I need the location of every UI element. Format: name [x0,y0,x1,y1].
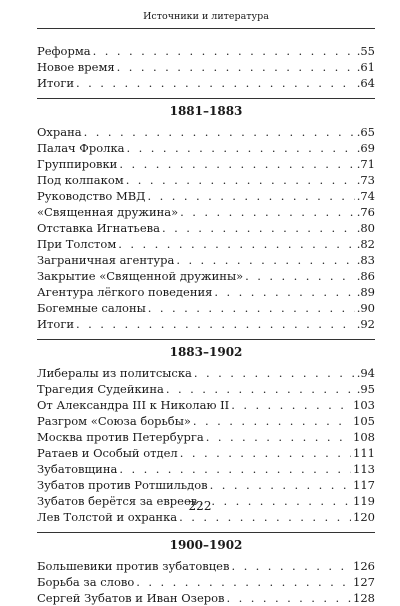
dot-leader [148,300,355,316]
dot-leader [194,365,355,381]
dot-leader [117,59,355,75]
toc-entry-page: 111 [353,446,375,460]
toc-entry-page: .61 [356,60,375,74]
section-divider [37,532,375,533]
toc-entry-page: 119 [353,494,375,508]
dot-leader [227,590,352,606]
section-heading: 1881–1883 [169,104,243,118]
toc-entry [37,172,375,188]
section-heading: 1900–1902 [169,538,243,552]
toc-entry-title: Отставка Игнатьева [37,221,160,235]
toc-entry-page: .80 [356,221,375,235]
dot-leader [126,172,355,188]
page-number: 222 [188,499,212,513]
toc-entry-title: Агентура лёгкого поведения [37,285,213,299]
toc-entry-title: Заграничная агентура [37,253,175,267]
dot-leader [136,574,351,590]
dot-leader [166,381,355,397]
toc-entry-title: Либералы из политсыска [37,366,192,380]
toc-entry-page: .90 [356,301,375,315]
dot-leader [84,124,355,140]
toc-entry [37,188,375,204]
dot-leader [193,413,351,429]
toc-entry-title: Ратаев и Особый отдел [37,446,178,460]
section-divider [37,339,375,340]
dot-leader [127,140,355,156]
toc-entry-title: Трагедия Судейкина [37,382,164,396]
toc-entry-page: .64 [356,76,375,90]
toc-entry-title: Москва против Петербурга [37,430,204,444]
toc-entry [37,445,375,461]
toc-entry [37,413,375,429]
toc-entry [37,461,375,477]
toc-entry [37,59,375,75]
toc-entry [37,429,375,445]
toc-entry-page: .83 [356,253,375,267]
dot-leader [118,236,354,252]
toc-entry [37,252,375,268]
dot-leader [231,397,351,413]
toc-entry [37,574,375,590]
toc-entry-title: Зубатов против Ротшильдов [37,478,208,492]
toc-entry-title: «Священная дружина» [37,205,179,219]
toc-entry-title: Лев Толстой и охранка [37,510,178,524]
toc-entry [37,268,375,284]
toc-entry-page: .94 [356,366,375,380]
toc-entry [37,477,375,493]
toc-entry [37,204,375,220]
toc-entry [37,558,375,574]
toc-entry [37,381,375,397]
toc-entry [37,43,375,59]
dot-leader [231,558,351,574]
toc-entry-page: .92 [356,317,375,331]
toc-entry [37,300,375,316]
dot-leader [93,43,355,59]
dot-leader [76,75,355,91]
toc-entry-page: 105 [353,414,375,428]
toc-entry-page: 120 [353,510,375,524]
toc-entry-page: .74 [356,189,375,203]
toc-entry [37,220,375,236]
toc-entry-page: .73 [356,173,375,187]
toc-entry-page: .76 [356,205,375,219]
dot-leader [119,461,351,477]
toc-entry-title: Итоги [37,76,75,90]
toc-entry-page: 127 [353,575,375,589]
toc-entry-page: .69 [356,141,375,155]
toc-entry [37,140,375,156]
toc-entry-page: 108 [353,430,375,444]
toc-entry-title: Зубатовщина [37,462,118,476]
section-heading: 1883–1902 [169,345,243,359]
toc-entry-page: .71 [356,157,375,171]
toc-entry-title: Группировки [37,157,118,171]
toc-entry-page: .95 [356,382,375,396]
toc-entry-page: 128 [353,591,375,605]
toc-entry [37,397,375,413]
section-divider [37,98,375,99]
toc-entry-title: Охрана [37,125,82,139]
toc-entry-page: .65 [356,125,375,139]
toc-entry-page: 103 [353,398,375,412]
toc-entry-title: Реформа [37,44,91,58]
dot-leader [206,429,351,445]
dot-leader [176,252,354,268]
toc-entry-page: .89 [356,285,375,299]
toc-entry-title: Закрытие «Священной дружины» [37,269,244,283]
dot-leader [245,268,355,284]
toc-entry-title: Разгром «Союза борьбы» [37,414,191,428]
toc-entry [37,365,375,381]
toc-entry-title: Итоги [37,317,75,331]
dot-leader [180,204,355,220]
dot-leader [119,156,354,172]
toc-entry-page: .55 [356,44,375,58]
dot-leader [76,316,355,332]
toc-entry [37,124,375,140]
toc-entry-title: Палач Фролка [37,141,125,155]
toc-entry-title: Зубатов берётся за евреев [37,494,198,508]
toc-entry [37,284,375,300]
toc-entry-page: 126 [353,559,375,573]
toc-entry-page: 117 [353,478,375,492]
toc-entry [37,236,375,252]
toc-entry [37,590,375,606]
toc-entry [37,156,375,172]
toc-entry-title: Богемные салоны [37,301,146,315]
toc-entry-title: Новое время [37,60,115,74]
toc-entry-page: .86 [356,269,375,283]
toc-entry-title: Под колпаком [37,173,124,187]
dot-leader [162,220,355,236]
toc-entry-title: Борьба за слово [37,575,135,589]
running-head: Источники и литература [37,11,375,29]
table-of-contents [37,43,375,606]
toc-entry-page: .82 [356,237,375,251]
dot-leader [210,477,351,493]
dot-leader [214,284,354,300]
toc-entry-title: Сергей Зубатов и Иван Озеров [37,591,225,605]
toc-entry [37,75,375,91]
dot-leader [148,188,355,204]
toc-entry-title: Большевики против зубатовцев [37,559,230,573]
toc-entry-title: При Толстом [37,237,117,251]
toc-entry-title: Руководство МВД [37,189,146,203]
toc-entry-title: От Александра III к Николаю II [37,398,230,412]
dot-leader [180,445,351,461]
toc-entry-page: 113 [353,462,375,476]
toc-entry [37,316,375,332]
